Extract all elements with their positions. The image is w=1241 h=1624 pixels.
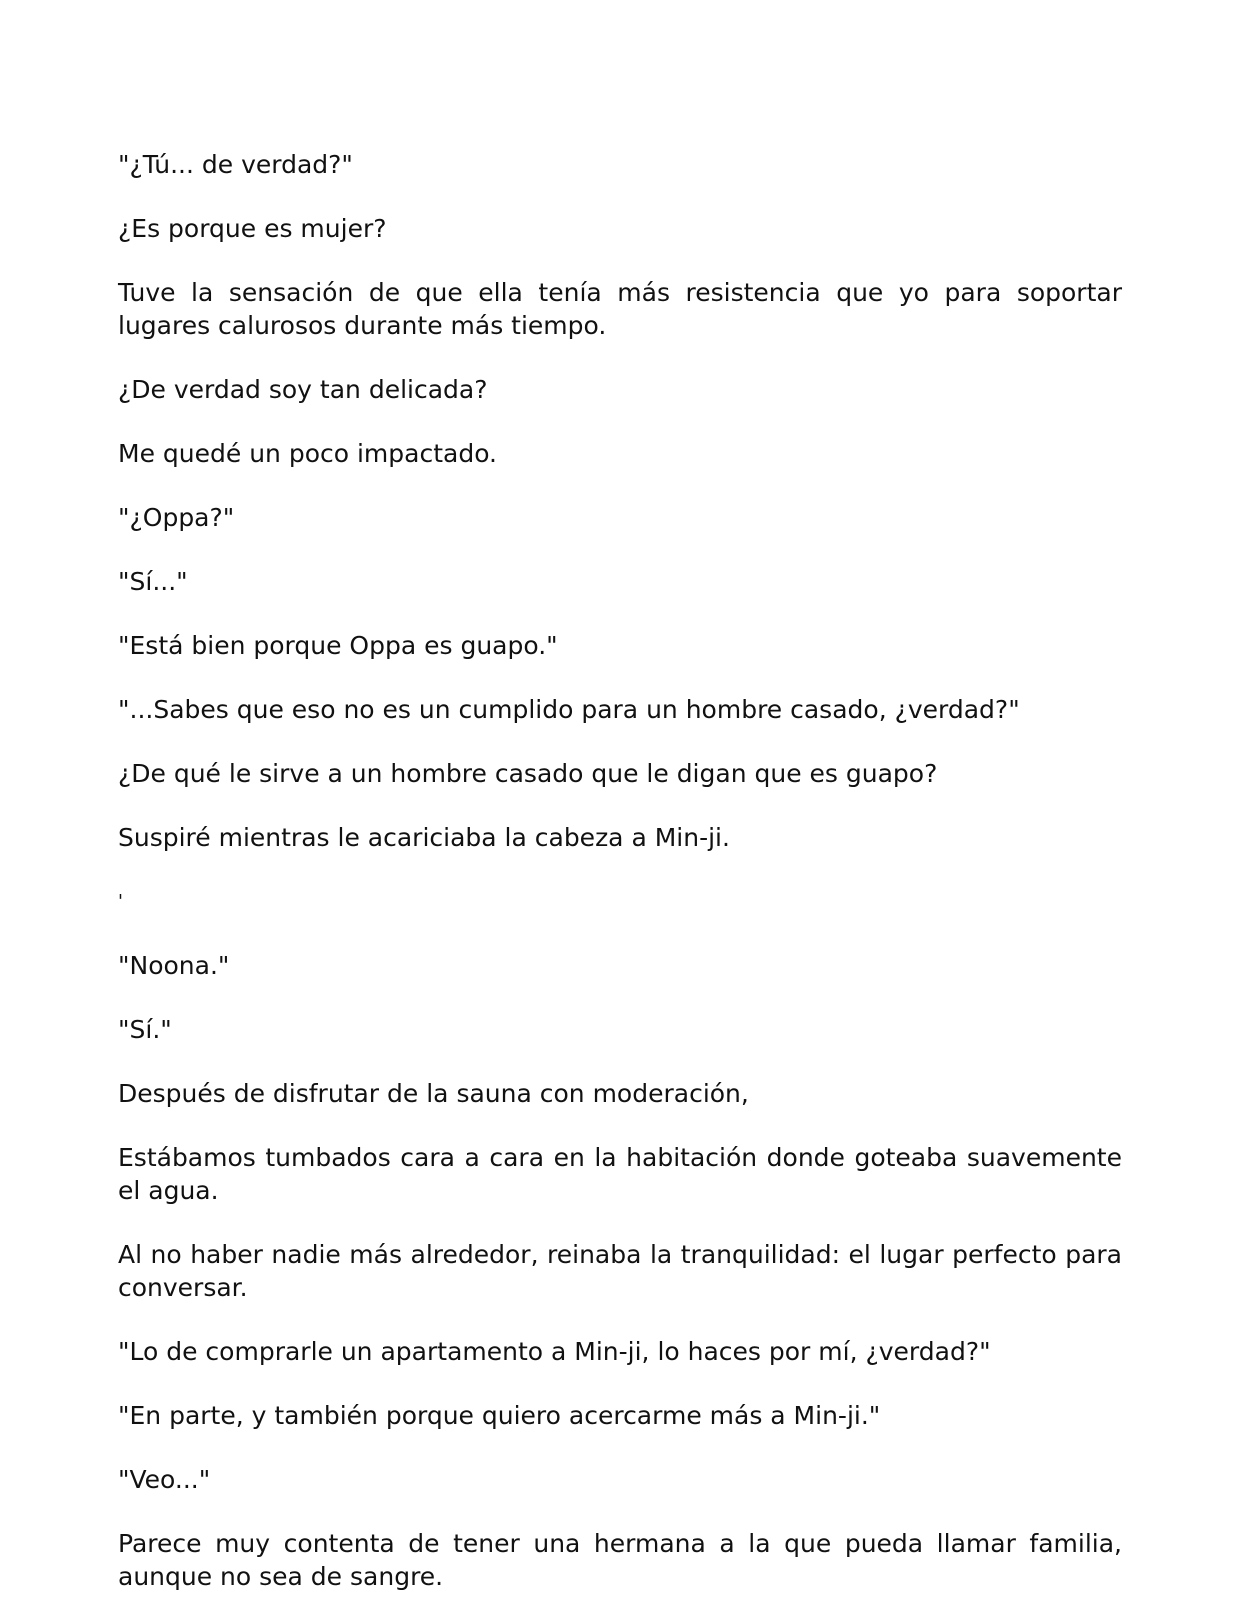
paragraph: "Noona.": [118, 951, 230, 980]
paragraph: Al no haber nadie más alrededor, reinaba la tranquilidad: el lugar perfecto para conversar.: [118, 1240, 1122, 1302]
scene-break-mark: ': [118, 891, 123, 912]
paragraph: "Lo de comprarle un apartamento a Min-ji, lo haces por mí, ¿verdad?": [118, 1337, 991, 1366]
paragraph: "¿Tú... de verdad?": [118, 150, 353, 179]
document-body: [118, 148, 1122, 1624]
paragraph: "Está bien porque Oppa es guapo.": [118, 631, 558, 660]
paragraph: ¿Es porque es mujer?: [118, 214, 387, 243]
paragraph: ¿De verdad soy tan delicada?: [118, 375, 488, 404]
paragraph: Suspiré mientras le acariciaba la cabeza a Min-ji.: [118, 823, 730, 852]
paragraph: Me quedé un poco impactado.: [118, 439, 498, 468]
paragraph: Tuve la sensación de que ella tenía más resistencia que yo para soportar lugares calurosos durante más tiempo.: [118, 278, 1122, 340]
paragraph: Parece muy contenta de tener una hermana a la que pueda llamar familia, aunque no sea de sangre.: [118, 1529, 1122, 1591]
paragraph: "Sí...": [118, 567, 188, 596]
paragraph: Estábamos tumbados cara a cara en la habitación donde goteaba suavemente el agua.: [118, 1143, 1122, 1205]
paragraph: ¿De qué le sirve a un hombre casado que le digan que es guapo?: [118, 759, 938, 788]
paragraph: Después de disfrutar de la sauna con moderación,: [118, 1079, 749, 1108]
paragraph: "Sí.": [118, 1015, 172, 1044]
paragraph: "¿Oppa?": [118, 503, 235, 532]
paragraph: "Veo...": [118, 1465, 211, 1494]
paragraph: "En parte, y también porque quiero acercarme más a Min-ji.": [118, 1401, 881, 1430]
paragraph: "...Sabes que eso no es un cumplido para un hombre casado, ¿verdad?": [118, 695, 1020, 724]
